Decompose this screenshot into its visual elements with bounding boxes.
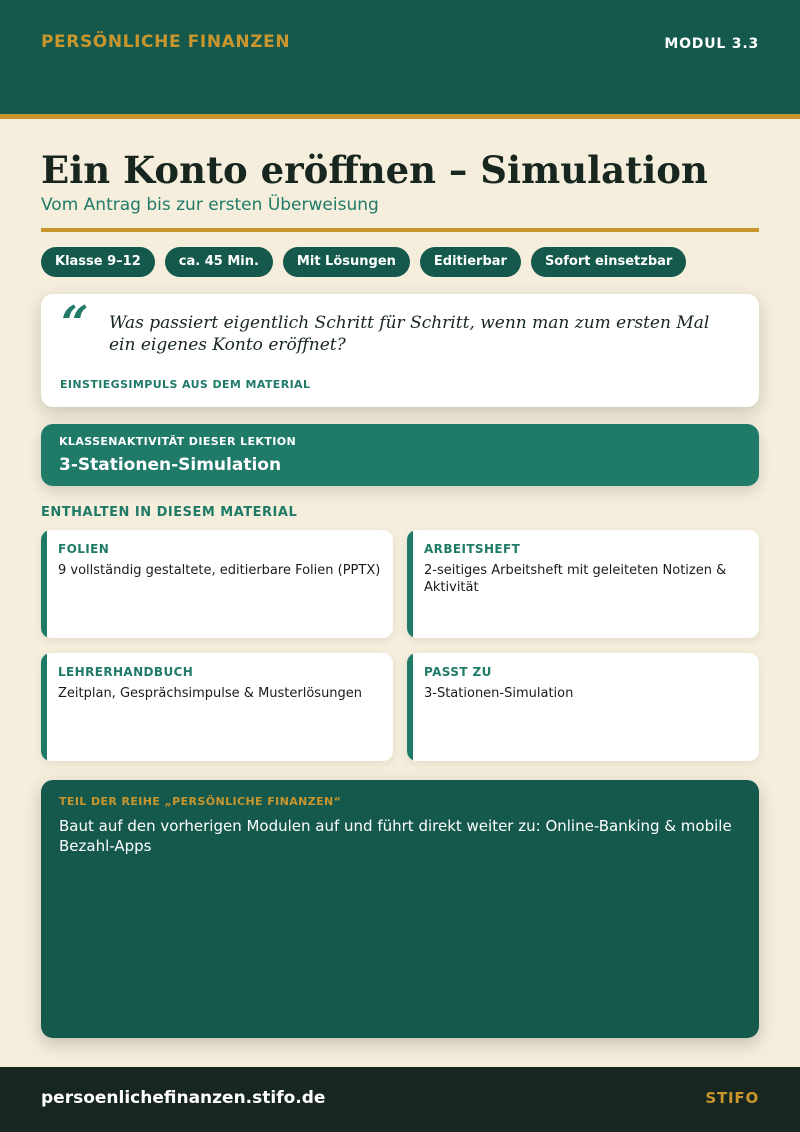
badge-grade: Klasse 9–12 <box>41 247 155 277</box>
series-panel <box>41 780 759 1038</box>
badge-ready: Sofort einsetzbar <box>531 247 686 277</box>
card-title: ARBEITSHEFT <box>424 542 521 556</box>
quote-text: Was passiert eigentlich Schritt für Schritt, wenn man zum ersten Mal ein eigenes Konto eröffnet? <box>109 313 710 355</box>
footer-url: persoenlichefinanzen.stifo.de <box>41 1088 326 1108</box>
badge-editable: Editierbar <box>420 247 521 277</box>
card-text: 2-seitiges Arbeitsheft mit geleiteten Notizen & Aktivität <box>424 563 727 595</box>
footer-brand: STIFO <box>705 1089 759 1107</box>
badge-row <box>41 247 686 277</box>
title-divider <box>41 228 759 232</box>
card-title: FOLIEN <box>58 542 110 556</box>
card-accent-bar <box>41 530 47 638</box>
content-card-slides <box>41 530 393 638</box>
card-accent-bar <box>407 530 413 638</box>
card-accent-bar <box>41 653 47 761</box>
page-title: Ein Konto eröffnen – Simulation <box>41 148 708 192</box>
page-subtitle: Vom Antrag bis zur ersten Überweisung <box>41 195 379 215</box>
content-card-fits-with <box>407 653 759 761</box>
activity-title: 3-Stationen-Simulation <box>59 455 282 475</box>
content-card-workbook <box>407 530 759 638</box>
page-footer <box>0 1067 800 1132</box>
content-card-teacher-guide <box>41 653 393 761</box>
series-label: TEIL DER REIHE „PERSÖNLICHE FINANZEN“ <box>59 795 342 808</box>
quote-icon: “ <box>61 296 89 352</box>
card-text: 3-Stationen-Simulation <box>424 686 574 701</box>
activity-label: KLASSENAKTIVITÄT DIESER LEKTION <box>59 435 297 448</box>
card-title: LEHRERHANDBUCH <box>58 665 194 679</box>
series-brand: PERSÖNLICHE FINANZEN <box>41 32 291 52</box>
card-accent-bar <box>407 653 413 761</box>
card-text: 9 vollständig gestaltete, editierbare Folien (PPTX) <box>58 563 381 578</box>
badge-duration: ca. 45 Min. <box>165 247 273 277</box>
card-text: Zeitplan, Gesprächsimpulse & Musterlösungen <box>58 686 363 701</box>
quote-card <box>41 294 759 407</box>
module-number: MODUL 3.3 <box>664 36 759 52</box>
card-title: PASST ZU <box>424 665 492 679</box>
page-header <box>0 0 800 114</box>
quote-caption: EINSTIEGSIMPULS AUS DEM MATERIAL <box>60 378 311 391</box>
badge-solutions: Mit Lösungen <box>283 247 410 277</box>
contents-heading: ENTHALTEN IN DIESEM MATERIAL <box>41 505 298 520</box>
header-divider <box>0 114 800 119</box>
activity-banner <box>41 424 759 486</box>
series-text: Baut auf den vorherigen Modulen auf und führt direkt weiter zu: Online-Banking & mobile Bezahl-Apps <box>59 817 732 855</box>
